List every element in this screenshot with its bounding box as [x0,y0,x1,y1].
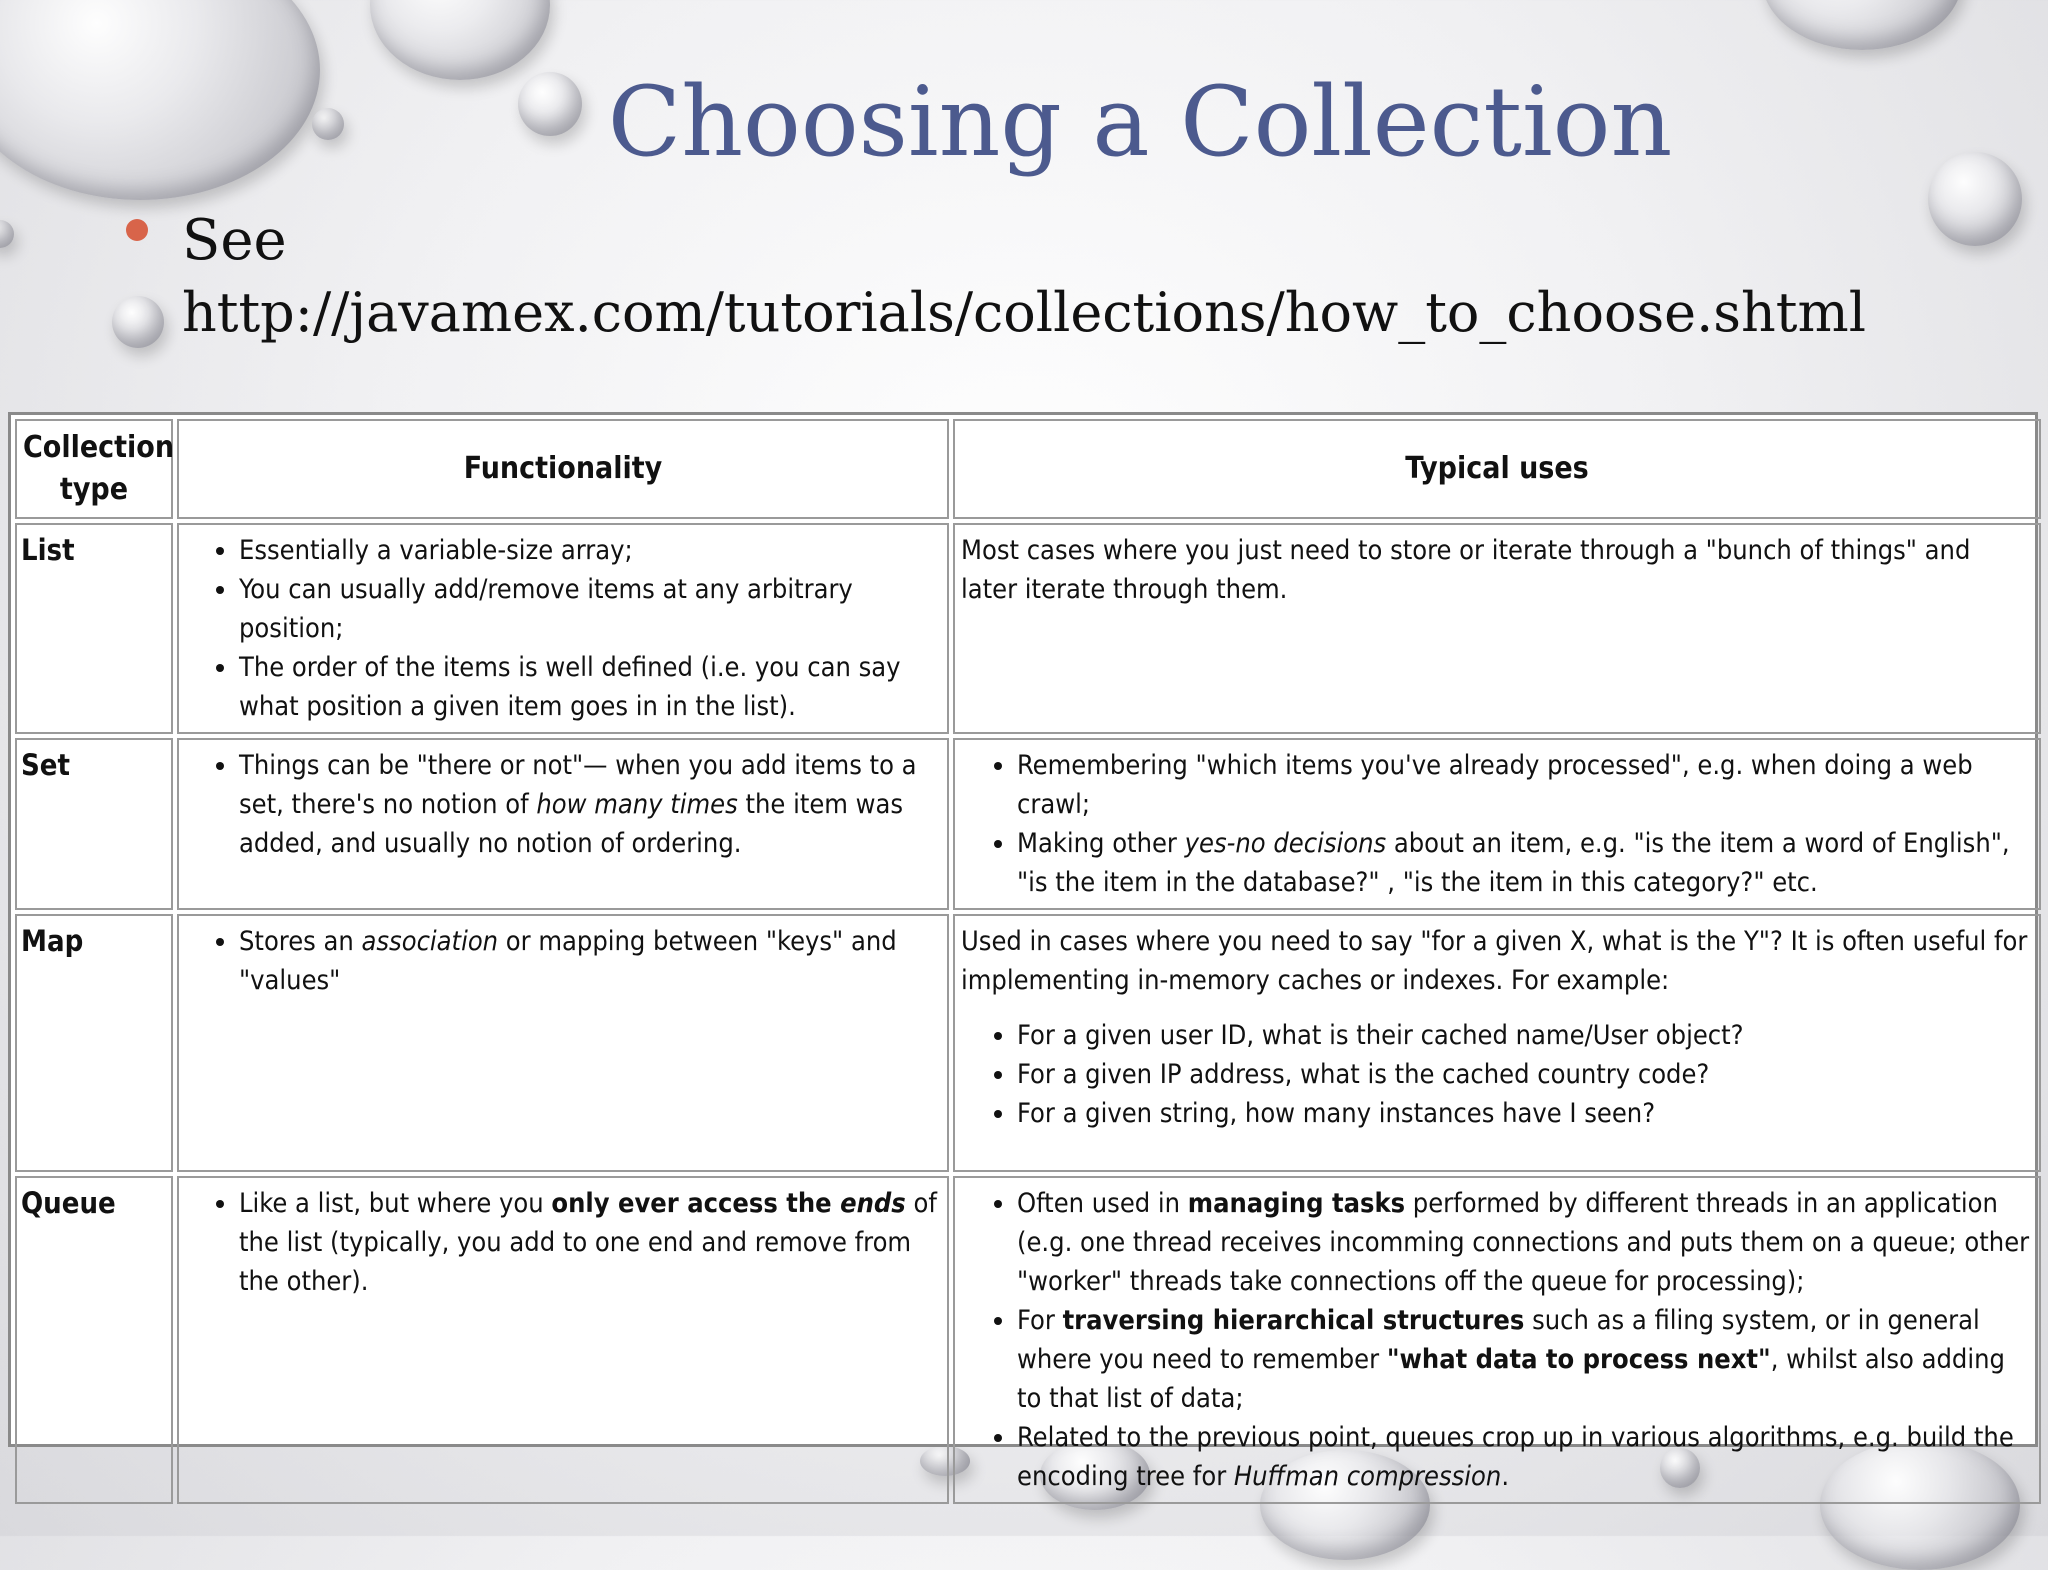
table-row [15,914,2041,1172]
bullet-text [182,205,1974,349]
collection-type-cell: List [15,523,173,734]
typical-uses-cell [953,738,2041,910]
typical-use-item: • Making other yes-no decisions about an item, e.g. "is the item a word of English", "is the item in the database?" , "is the item in this category?" etc. [1017,824,2033,902]
typical-use-item: • For traversing hierarchical structures such as a filing system, or in general where you need to remember "what data to process next", whilst also adding to that list of data; [1017,1301,2033,1418]
water-drop-decoration [0,220,14,248]
functionality-item: • Stores an association or mapping between "keys" and "values" [239,922,941,1000]
collection-type-cell: Queue [15,1176,173,1504]
functionality-item: • You can usually add/remove items at any arbitrary position; [239,570,941,648]
typical-uses-text: Used in cases where you need to say "for a given X, what is the Y"? It is often useful for implementing in-memory caches or indexes. For example: [961,926,2028,996]
functionality-item: • Essentially a variable-size array; [239,531,941,570]
functionality-cell [177,1176,949,1504]
collections-table [8,412,2038,1492]
functionality-item: • The order of the items is well defined (i.e. you can say what position a given item goes in in the list). [239,648,941,726]
functionality-item: • Things can be "there or not"— when you add items to a set, there's no notion of how many times the item was added, and usually no notion of ordering. [239,746,941,863]
table-row [15,523,2041,734]
bullet-see-label: See [182,208,287,273]
water-drop-decoration [370,0,550,80]
collection-type-cell: Map [15,914,173,1172]
typical-use-item: • For a given string, how many instances have I seen? [1017,1094,2033,1133]
table-row [15,1176,2041,1504]
functionality-cell [177,914,949,1172]
typical-use-item: • For a given user ID, what is their cached name/User object? [1017,1016,2033,1055]
header-typical-uses: Typical uses [953,419,2041,519]
table-row [15,738,2041,910]
header-functionality: Functionality [177,419,949,519]
water-drop-decoration [0,0,320,200]
reference-link[interactable]: http://javamex.com/tutorials/collections/how_to_choose.shtml [182,281,1866,344]
functionality-cell [177,523,949,734]
typical-use-item: • Remembering "which items you've already processed", e.g. when doing a web crawl; [1017,746,2033,824]
typical-uses-text: Most cases where you just need to store or iterate through a "bunch of things" and later iterate through them. [961,535,1971,605]
header-collection-type: Collection type [15,419,173,519]
typical-uses-cell [953,523,2041,734]
water-drop-decoration [1762,0,1962,50]
functionality-item: • Like a list, but where you only ever access the ends of the list (typically, you add to one end and remove from the other). [239,1184,941,1301]
slide-title: Choosing a Collection [607,66,1673,178]
table-header-row [15,419,2041,519]
bullet-item [124,205,1974,349]
collection-type-cell: Set [15,738,173,910]
typical-uses-cell [953,914,2041,1172]
water-drop-decoration [312,108,344,140]
typical-use-item: • For a given IP address, what is the cached country code? [1017,1055,2033,1094]
bullet-dot-icon [126,219,148,241]
typical-use-item: • Often used in managing tasks performed by different threads in an application (e.g. one thread receives incomming connections and puts them on a queue; other "worker" threads take connections off the queue for processing); [1017,1184,2033,1301]
typical-use-item: • Related to the previous point, queues crop up in various algorithms, e.g. build the encoding tree for Huffman compression. [1017,1418,2033,1496]
typical-uses-cell [953,1176,2041,1504]
functionality-cell [177,738,949,910]
